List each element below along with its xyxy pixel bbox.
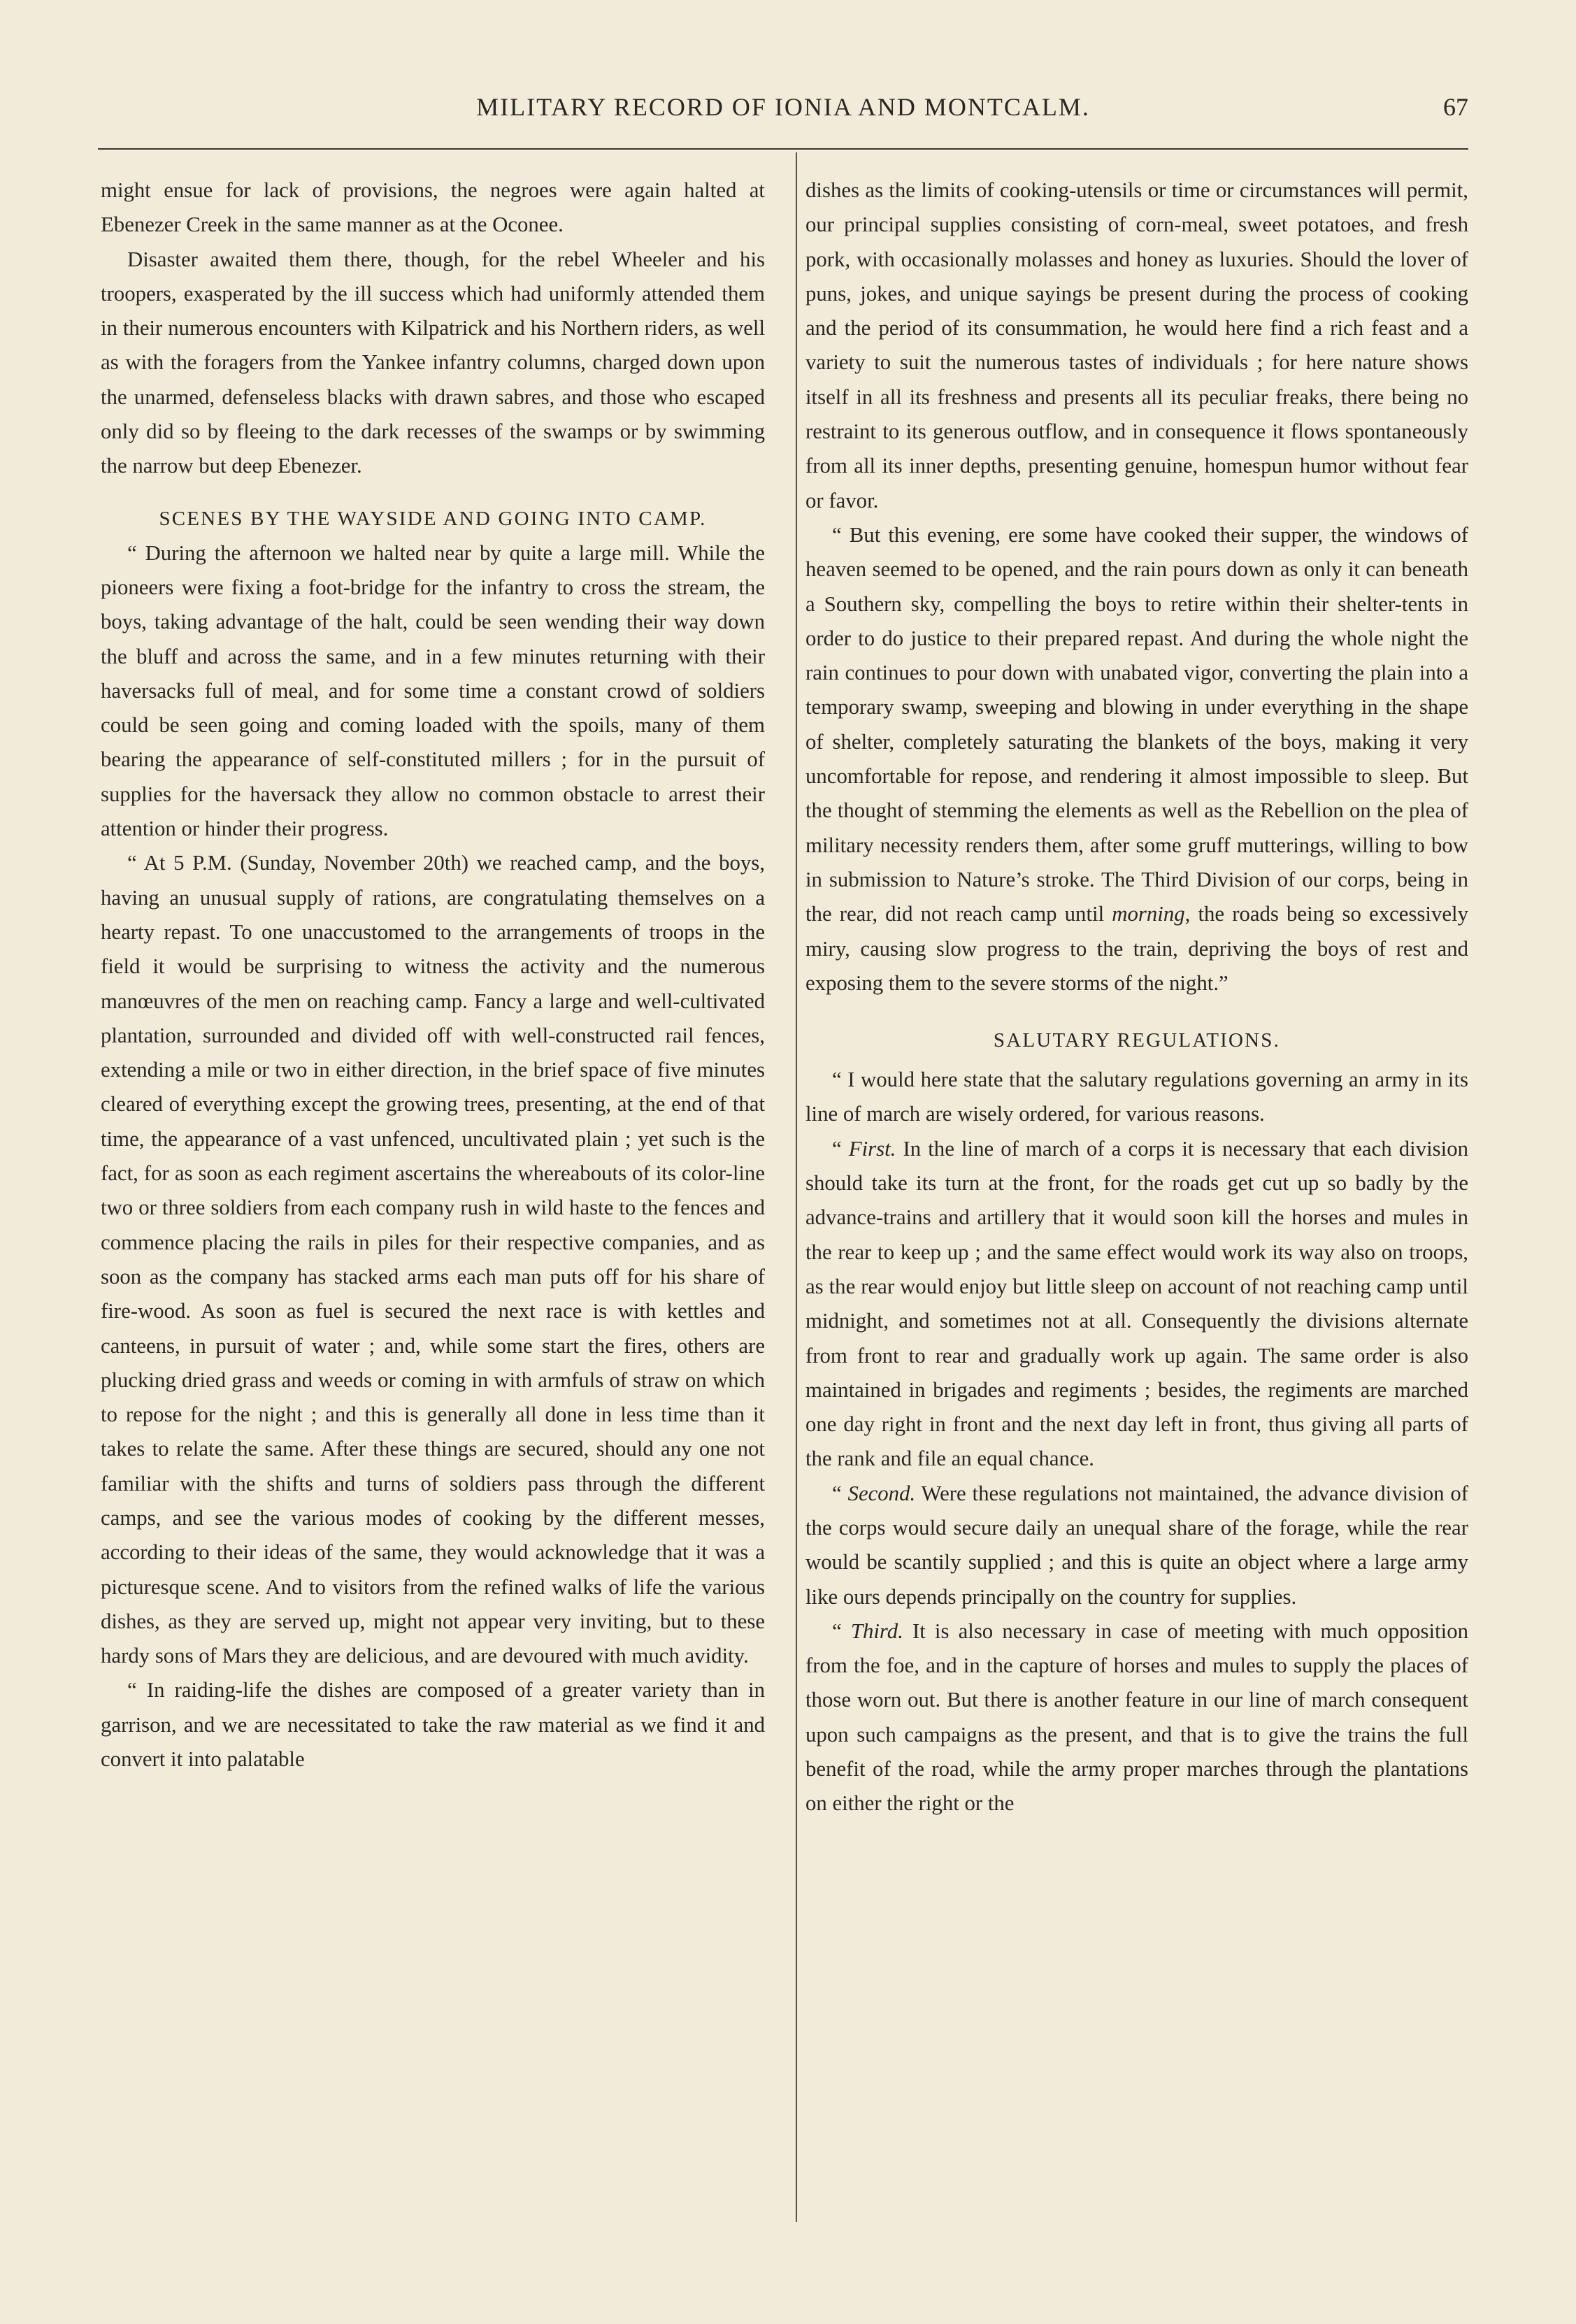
paragraph-text: , the roads being so excessively miry, causing slow progress to the train, depriving the boys of rest and exposing them to the severe storms of the night.” (805, 902, 1468, 995)
header-rule (98, 148, 1468, 150)
paragraph-text: “ But this evening, ere some have cooked their supper, the windows of heaven seemed to be opened, and the rain pours down as only it can beneath a Southern sky, compelling the boys to retire within their shelter-tents in order to do justice to their prepared repast. And during the whole night the rain continues to pour down with unabated vigor, converting the plain into a temporary swamp, sweeping and blowing in under everything in the shape of shelter, completely saturating the blankets of the boys, making it very uncomfortable for repose, and rendering it almost impossible to sleep. But the thought of stemming the elements as well as the Rebellion on the plea of military necessity renders them, after some gruff mutterings, willing to bow in submission to Nature’s stroke. The Third Division of our corps, being in the rear, did not reach camp until (805, 522, 1468, 926)
paragraph: might ensue for lack of provisions, the negroes were again halted at Ebenezer Creek in the same manner as at the Oconee. (101, 178, 765, 237)
paragraph (805, 1132, 1468, 1477)
running-head (98, 89, 1468, 131)
paragraph-text: It is also necessary in case of meeting with much opposition from the foe, and in the capture of horses and mules to supply the places of those worn out. But there is another feature in our line of march consequent upon such campaigns as the present, and that is to give the trains the full benefit of the road, while the army proper marches through the plantations on either the right or the (805, 1619, 1469, 1816)
italic-text: Second. (847, 1481, 916, 1505)
section-heading-regulations: SALUTARY REGULATIONS. (993, 1029, 1281, 1052)
right-column (805, 173, 1468, 1821)
paragraph: “ In raiding-life the dishes are composed of a greater variety than in garrison, and we are necessitated to take the raw material as we find it and convert it into palatable (101, 1678, 765, 1772)
paragraph: “ At 5 P.M. (Sunday, November 20th) we reached camp, and the boys, having an unusual supply of rations, are congratulating themselves on a hearty repast. To one unaccustomed to the arrangements of troops in the field it would be surprising to witness the activity and the numerous manœuvres of the men on reaching camp. Fancy a large and well-cultivated plantation, surrounded and divided off with well-constructed rail fences, extending a mile or two in either direction, in the brief space of five minutes cleared of everything except the growing trees, presenting, at the end of that time, the appearance of a vast unfenced, uncultivated plain ; yet such is the fact, for as soon as each regiment ascertains the whereabouts of its color-line two or three soldiers from each company rush in wild haste to the fences and commence placing the rails in piles for their respective companies, and as soon as the company has stacked arms each man puts off for his share of fire-wood. As soon as fuel is secured the next race is with kettles and canteens, in pursuit of water ; and, while some start the fires, others are plucking dried grass and weeds or coming in with armfuls of straw on which to repose for the night ; and this is generally all done in less time than it takes to relate the same. After these things are secured, should any one not familiar with the shifts and turns of soldiers pass through the different camps, and see the various modes of cooking by the different messes, according to their ideas of the same, they would acknowledge that it was a picturesque scene. And to visitors from the refined walks of life the various dishes, as they are served up, might not appear very inviting, but to these hardy sons of Mars they are delicious, and are devoured with much avidity. (101, 851, 765, 1668)
paragraph (805, 1614, 1468, 1821)
paragraph: “ I would here state that the salutary regulations governing an army in its line of march are wisely ordered, for various reasons. (805, 1068, 1468, 1126)
paragraph (805, 518, 1468, 1000)
column-divider (796, 152, 797, 2222)
paragraph-text: In the line of march of a corps it is necessary that each division should take its turn at the front, for the roads get cut up so badly by the advance-trains and artillery that it would soon kill the horses and mules in the rear to keep up ; and the same effect would work its way also on troops, as the rear would enjoy but little sleep on account of not reaching camp until midnight, and sometimes not at all. Consequently the divisions alternate from front to rear and gradually work up again. The same order is also maintained in brigades and regiments ; besides, the regiments are marched one day right in front and the next day left in front, thus giving all parts of the rank and file an equal chance. (805, 1136, 1468, 1471)
italic-text: First. (848, 1136, 896, 1161)
left-column (101, 173, 765, 1777)
paragraph: dishes as the limits of cooking-utensils or time or circumstances will permit, our principal supplies consisting of corn-meal, sweet potatoes, and fresh pork, with occasionally molasses and honey as luxuries. Should the lover of puns, jokes, and unique sayings be present during the process of cooking and the period of its consummation, he would here find a rich feast and a variety to suit the numerous tastes of individuals ; for here nature shows itself in all its freshness and presents all its peculiar freaks, there being no restraint to its generous outflow, and in consequence it flows spontaneously from all its inner depths, presenting genuine, homespun humor without fear or favor. (805, 178, 1468, 512)
paragraph: Disaster awaited them there, though, for the rebel Wheeler and his troopers, exasperated by the ill success which had uniformly attended them in their numerous encounters with Kilpatrick and his Northern riders, as well as with the foragers from the Yankee infantry columns, charged down upon the unarmed, defenseless blacks with drawn sabres, and those who escaped only did so by fleeing to the dark recesses of the swamps or by swimming the narrow but deep Ebenezer. (101, 247, 765, 478)
running-head-title: MILITARY RECORD OF IONIA AND MONTCALM. (476, 93, 1090, 121)
section-heading-wayside: SCENES BY THE WAYSIDE AND GOING INTO CAMP. (159, 507, 707, 530)
paragraph (805, 1477, 1468, 1614)
italic-text: Third. (850, 1619, 903, 1643)
quote-mark: “ (832, 1136, 842, 1161)
paragraph-text: Were these regulations not maintained, the advance division of the corps would secure daily an unequal share of the forage, while the rear would be scantily supplied ; and this is quite an object where a large army like ours depends principally on the country for supplies. (805, 1481, 1469, 1609)
page-number: 67 (1443, 93, 1468, 121)
quote-mark: “ (832, 1481, 842, 1505)
italic-text: morning (1112, 902, 1185, 926)
paragraph: “ During the afternoon we halted near by quite a large mill. While the pioneers were fixing a foot-bridge for the infantry to cross the stream, the boys, taking advantage of the halt, could be seen wending their way down the bluff and across the same, and in a few minutes returning with their haversacks full of meal, and for some time a constant crowd of soldiers could be seen going and coming loaded with the spoils, many of them bearing the appearance of self-constituted millers ; for in the pursuit of supplies for the haversack they allow no common obstacle to arrest their attention or hinder their progress. (101, 540, 765, 841)
quote-mark: “ (832, 1619, 842, 1643)
